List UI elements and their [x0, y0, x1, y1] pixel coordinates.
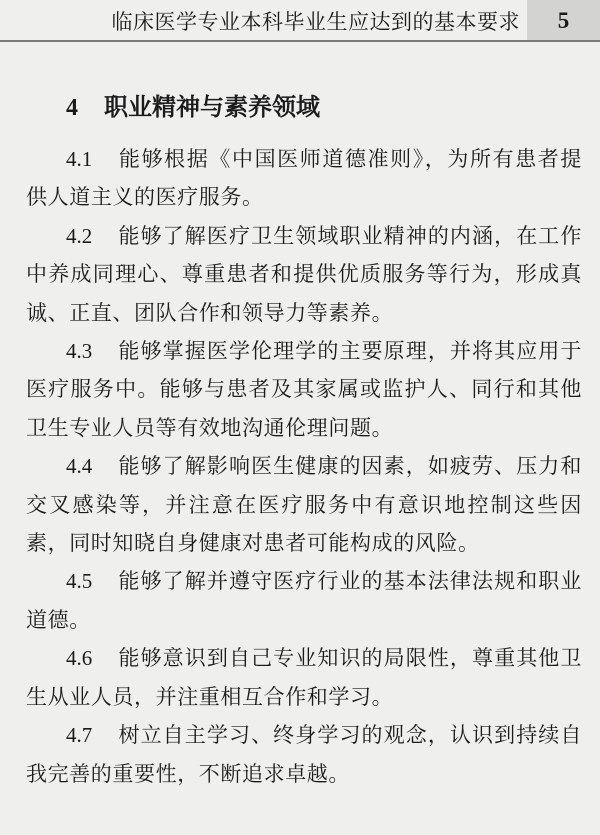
item-number: 4.2: [66, 223, 93, 248]
item-number: 4.1: [66, 147, 93, 171]
item-text: 能够意识到自己专业知识的局限性，尊重其他卫生从业人员，并注重相互合作和学习。: [26, 646, 582, 709]
section-heading: [66, 90, 320, 125]
requirement-item-4-6: [26, 639, 582, 716]
requirement-item-4-7: [26, 716, 582, 793]
section-title: 职业精神与素养领域: [104, 93, 320, 121]
page-number-box: [527, 0, 600, 40]
requirement-item-4-2: [26, 217, 582, 332]
requirements-list: [26, 140, 582, 793]
requirement-item-4-4: [26, 447, 582, 562]
item-text: 能够了解影响医生健康的因素，如疲劳、压力和交叉感染等，并注意在医疗服务中有意识地控制这些因素，同时知晓自身健康对患者可能构成的风险。: [26, 454, 582, 556]
item-number: 4.7: [66, 723, 93, 748]
header-divider: [0, 40, 600, 42]
page-header: [0, 0, 600, 44]
item-text: 能够根据《中国医师道德准则》，为所有患者提供人道主义的医疗服务。: [26, 147, 582, 210]
requirement-item-4-3: [26, 332, 582, 447]
item-text: 能够掌握医学伦理学的主要原理，并将其应用于医疗服务中。能够与患者及其家属或监护人、同行和其他卫生专业人员等有效地沟通伦理问题。: [26, 339, 582, 440]
item-text: 树立自主学习、终身学习的观念，认识到持续自我完善的重要性，不断追求卓越。: [26, 723, 582, 786]
item-text: 能够了解医疗卫生领域职业精神的内涵，在工作中养成同理心、尊重患者和提供优质服务等行为，形成真诚、正直、团队合作和领导力等素养。: [26, 223, 582, 325]
item-number: 4.5: [66, 569, 93, 594]
item-number: 4.4: [66, 454, 93, 479]
page-number: 5: [557, 8, 570, 33]
item-number: 4.6: [66, 646, 93, 671]
running-header-title: 临床医学专业本科毕业生应达到的基本要求: [111, 10, 520, 34]
requirement-item-4-1: [26, 140, 582, 217]
item-number: 4.3: [66, 339, 93, 364]
requirement-item-4-5: [26, 562, 582, 639]
section-number: 4: [66, 95, 78, 121]
item-text: 能够了解并遵守医疗行业的基本法律法规和职业道德。: [26, 569, 582, 632]
